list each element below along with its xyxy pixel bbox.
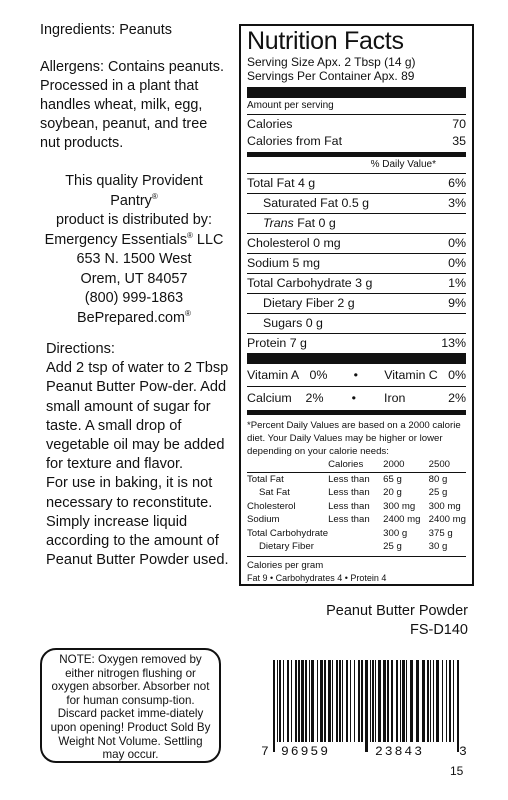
directions-para2: For use in baking, it is not necessary to reconstitute. Simply increase liquid according to the amount of Peanut Butter Powder used. [46,475,229,569]
barcode-bar [430,660,431,742]
directions-para1: Add 2 tsp of water to 2 Tbsp Peanut Butter Pow-der. Add small amount of sugar for taste. A small drop of vegetable oil may be added for texture and flavor. [46,360,229,473]
daily-values-row: Sodium Less than 2400 mg 2400 mg [247,514,466,525]
nutrient-row: Sugars 0 g [247,313,466,333]
servings-per-container: Servings Per Container Apx. 89 [247,69,415,83]
nutrient-row: Protein 7 g 13% [247,333,466,353]
barcode-digits-left: 96959 [281,744,331,759]
barcode-bar [301,660,304,742]
product-name: Peanut Butter Powder [326,603,468,619]
distributor-street: 653 N. 1500 West [76,251,192,267]
barcode-bar [305,660,307,742]
barcode-bar [279,660,281,742]
barcode-bar [406,660,407,742]
barcode-bar [298,660,300,742]
barcode-bar [383,660,386,742]
distributor-city: Orem, UT 84057 [80,270,188,287]
nutrient-row: Cholesterol 0 mg 0% [247,233,466,253]
barcode-bar [453,660,454,742]
barcode-bar [273,660,275,752]
barcode-bar [354,660,355,742]
barcode-bar [427,660,429,742]
barcode-bar [291,660,292,742]
barcode-bar [324,660,326,742]
distributor-website: BePrepared.com® [77,308,191,326]
nutrient-row: Trans Fat 0 g [247,213,466,233]
barcode-bar [350,660,351,742]
nutrient-row: Sodium 5 mg 0% [247,253,466,273]
barcode-bar [391,660,393,742]
barcode-bar [396,660,398,742]
barcode-bar [320,660,323,742]
barcode-bar [339,660,341,742]
divider-medium-2 [247,410,466,415]
calories-breakdown: Fat 9 • Carbohydrates 4 • Protein 4 [247,572,387,583]
divider-thin [247,556,466,557]
barcode-digits-right: 23843 [375,744,425,759]
barcode-bar [433,660,434,742]
barcode-bar [277,660,278,742]
nutrient-row: Total Carbohydrate 3 g 1% [247,273,466,293]
barcode-bar [416,660,419,742]
barcode-bar [317,660,318,742]
nutrient-row: Saturated Fat 0.5 g 3% [247,193,466,213]
barcode-bar [446,660,447,742]
daily-values-row: Dietary Fiber 25 g 30 g [259,541,448,552]
amount-per-serving: Amount per serving [247,100,334,111]
product-label [300,602,468,640]
barcode-bar [309,660,310,742]
page-number: 15 [450,764,464,778]
barcode-bar [402,660,405,742]
distributor-block [40,172,228,328]
distributor-line3: product is distributed by: [56,212,212,228]
serving-size: Serving Size Apx. 2 Tbsp (14 g) [247,55,416,69]
oxygen-note: NOTE: Oxygen removed by either nitrogen flushing or oxygen absorber. Absorber not for human consump-tion. Discard packet imme-diately upon opening! Product Sold By Weight Not Volume. Settling may occur. [40,648,221,763]
barcode-bar [328,660,331,742]
directions-block [46,340,230,570]
nutrient-rows [247,173,466,353]
daily-values-row: Sat Fat Less than 20 g 25 g [259,487,448,498]
barcode-bar [287,660,289,742]
barcode-bar [365,660,368,752]
barcode-bar [410,660,413,742]
allergens-text: Allergens: Contains peanuts. Processed in a plant that handles wheat, milk, egg, soybean, peanut, and tree nut products. [40,59,224,151]
barcode-bar [311,660,314,742]
divider-thick [247,87,466,98]
daily-values-row: Total Carbohydrate 300 g 375 g [247,527,453,539]
nutrient-row: Dietary Fiber 2 g 9% [247,293,466,313]
barcode-bar [378,660,381,742]
barcode-digit-first: 7 [261,744,269,759]
barcode-bar [372,660,374,742]
barcode-bar [457,660,459,752]
barcode-bar [436,660,439,742]
nutrition-facts-panel [239,24,474,586]
footnote: *Percent Daily Values are based on a 2000 calorie diet. Your Daily Values may be higher or lower depending on your calorie needs: [247,420,461,457]
distributor-phone: (800) 999-1863 [84,290,184,306]
barcode-bar [295,660,297,742]
barcode-digit-last: 3 [459,744,467,759]
daily-values-row: Cholesterol Less than 300 mg 300 mg [247,500,461,512]
fat-calories-row: Calories from Fat 35 [247,134,466,148]
barcode-bar [361,660,363,742]
distributor-company: Emergency Essentials® LLC [44,230,224,248]
barcode-bar [375,660,376,742]
mineral-row: Calcium 2% • Iron 2% [247,386,466,409]
barcode-bar [400,660,401,742]
barcode-bar [332,660,333,742]
barcode-bar [342,660,343,742]
divider-thick-2 [247,353,466,364]
calories-row: Calories 70 [247,114,466,134]
directions-heading: Directions: [46,341,115,357]
calories-per-gram: Calories per gram [247,559,324,571]
nutrient-row: Total Fat 4 g 6% [247,173,466,193]
distributor-line1: This quality Provident [65,173,203,189]
daily-values-row: Total Fat Less than 65 g 80 g [247,473,448,485]
daily-values-table: Calories 2000 2500 Total Fat Less than 65 g 80 g Sat Fat Less than 20 g 25 g Cholesterol Less than 300 mg 300 mg Sodium Less than 2400 mg 2400 mg Total Carbohydrate 300 g 375 g Dietary Fiber 25 g 30 g [247,459,466,552]
barcode-bar [336,660,338,742]
distributor-line2: Pantry® [110,191,158,209]
barcode-bar [346,660,348,742]
vitamin-row: Vitamin A 0% • Vitamin C 0% [247,368,466,382]
barcode-bar [449,660,451,742]
barcode-bar [283,660,284,742]
barcode-bar [422,660,425,742]
barcode-bar [387,660,389,742]
nutrition-title: Nutrition Facts [247,27,404,55]
barcode-bar [358,660,360,742]
barcode-bar [370,660,371,742]
barcode-bar [442,660,443,742]
ingredients-text: Ingredients: Peanuts [40,22,173,38]
barcode [261,660,469,762]
product-code: FS-D140 [409,622,468,638]
daily-value-header: % Daily Value* [370,159,436,170]
